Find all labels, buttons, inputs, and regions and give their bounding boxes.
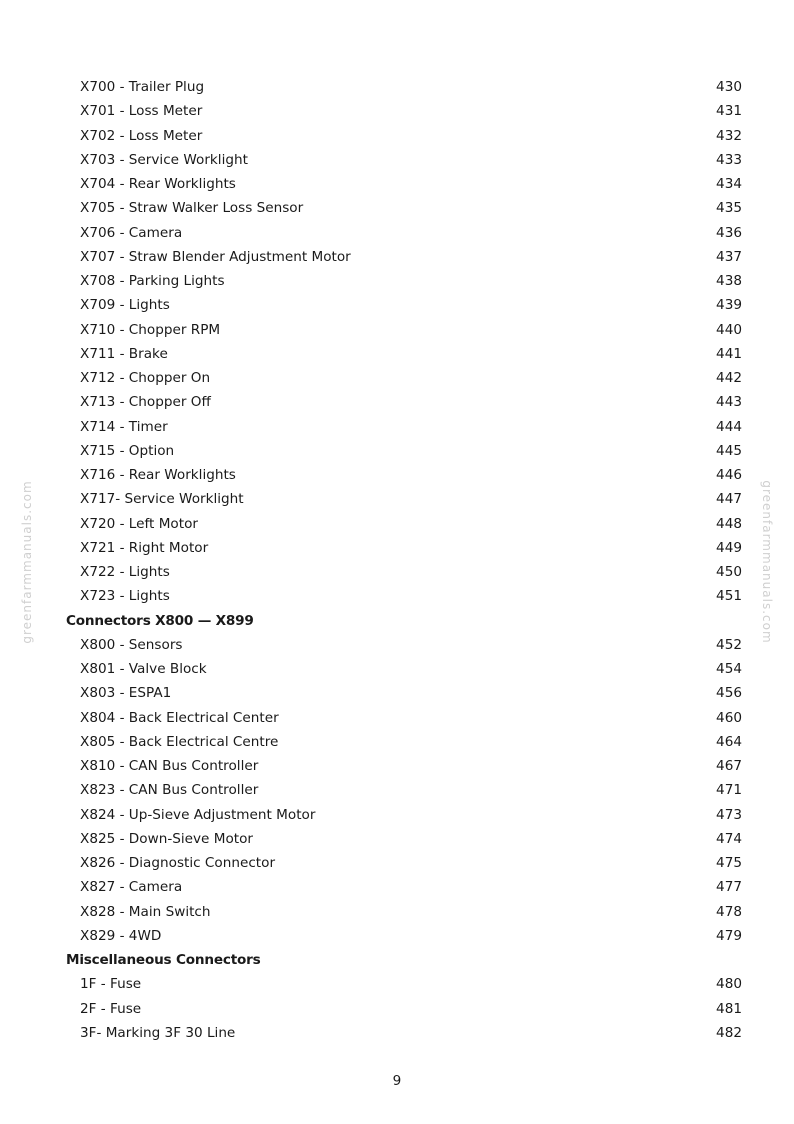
- toc-entry-title: X709 - Lights: [80, 297, 170, 314]
- toc-entry-page: 481: [716, 1000, 742, 1017]
- toc-entry[interactable]: [66, 342, 742, 366]
- toc-entry[interactable]: [66, 924, 742, 948]
- toc-entry[interactable]: [66, 827, 742, 851]
- toc-entry-title: 1F - Fuse: [80, 976, 142, 993]
- section-heading-text: Connectors X800 — X899: [66, 612, 254, 629]
- table-of-contents: [66, 75, 742, 1045]
- toc-entry-page: 460: [716, 709, 742, 726]
- toc-entry-title: X702 - Loss Meter: [80, 127, 203, 144]
- toc-entry[interactable]: [66, 269, 742, 293]
- toc-entry-page: 475: [716, 855, 742, 871]
- toc-entry-page: 430: [716, 79, 742, 95]
- toc-entry-page: 482: [716, 1024, 742, 1041]
- section-heading: [66, 609, 742, 633]
- toc-entry-title: X714 - Timer: [80, 418, 168, 435]
- toc-entry-title: X823 - CAN Bus Controller: [80, 782, 259, 799]
- toc-entry-title: X723 - Lights: [80, 588, 170, 605]
- toc-entry-page: 444: [716, 418, 742, 435]
- toc-entry-title: X828 - Main Switch: [80, 903, 211, 920]
- toc-entry-title: X712 - Chopper On: [80, 370, 211, 386]
- toc-entry-page: 436: [716, 224, 742, 241]
- toc-entry-page: 431: [716, 103, 742, 120]
- toc-entry-title: X803 - ESPA1: [80, 685, 172, 702]
- toc-entry-page: 474: [716, 830, 742, 847]
- toc-entry[interactable]: [66, 851, 742, 875]
- toc-entry[interactable]: [66, 681, 742, 705]
- toc-entry-page: 439: [716, 297, 742, 314]
- toc-entry-title: X716 - Rear Worklights: [80, 467, 236, 483]
- toc-entry-page: 452: [716, 636, 742, 653]
- toc-entry-title: X805 - Back Electrical Centre: [80, 733, 279, 750]
- toc-entry-title: X829 - 4WD: [80, 927, 162, 944]
- toc-entry-page: 451: [716, 588, 742, 605]
- toc-entry-title: X705 - Straw Walker Loss Sensor: [80, 200, 304, 217]
- toc-entry-page: 479: [716, 927, 742, 944]
- toc-entry[interactable]: [66, 221, 742, 245]
- toc-entry[interactable]: [66, 972, 742, 996]
- toc-entry[interactable]: [66, 172, 742, 196]
- toc-entry-page: 445: [716, 442, 742, 459]
- toc-entry-title: X713 - Chopper Off: [80, 394, 211, 411]
- toc-entry-title: X721 - Right Motor: [80, 539, 209, 556]
- page-number: 9: [392, 1073, 402, 1089]
- toc-entry[interactable]: [66, 778, 742, 802]
- toc-entry-page: 464: [716, 733, 742, 750]
- watermark-left: greenfarmmanuals.com: [20, 480, 34, 644]
- toc-entry[interactable]: [66, 463, 742, 487]
- toc-entry[interactable]: [66, 584, 742, 608]
- toc-entry-title: X717- Service Worklight: [80, 491, 244, 508]
- toc-entry-title: X810 - CAN Bus Controller: [80, 758, 259, 774]
- toc-entry[interactable]: [66, 512, 742, 536]
- toc-entry-page: 467: [716, 758, 742, 774]
- toc-entry[interactable]: [66, 997, 742, 1021]
- toc-entry-title: 2F - Fuse: [80, 1000, 142, 1017]
- toc-entry-title: X700 - Trailer Plug: [80, 79, 205, 95]
- toc-entry[interactable]: [66, 487, 742, 511]
- toc-entry[interactable]: [66, 366, 742, 390]
- toc-entry[interactable]: [66, 293, 742, 317]
- toc-entry[interactable]: [66, 803, 742, 827]
- toc-entry-page: 471: [716, 782, 742, 799]
- toc-entry[interactable]: [66, 657, 742, 681]
- toc-entry[interactable]: [66, 148, 742, 172]
- toc-entry-page: 473: [716, 806, 742, 823]
- toc-entry-title: X827 - Camera: [80, 879, 183, 896]
- toc-entry-page: 449: [716, 539, 742, 556]
- toc-entry[interactable]: [66, 875, 742, 899]
- toc-entry-title: X804 - Back Electrical Center: [80, 709, 279, 726]
- toc-entry-title: X720 - Left Motor: [80, 515, 198, 532]
- watermark-right: greenfarmmanuals.com: [760, 480, 774, 644]
- section-heading: [66, 948, 742, 972]
- toc-entry-title: X706 - Camera: [80, 224, 183, 241]
- toc-entry-page: 454: [716, 661, 742, 677]
- toc-entry-page: 448: [716, 515, 742, 532]
- toc-entry-page: 435: [716, 200, 742, 217]
- toc-entry[interactable]: [66, 318, 742, 342]
- toc-entry-title: 3F- Marking 3F 30 Line: [80, 1024, 236, 1041]
- toc-entry[interactable]: [66, 560, 742, 584]
- toc-entry[interactable]: [66, 196, 742, 220]
- toc-entry-page: 447: [716, 491, 742, 508]
- toc-entry[interactable]: [66, 706, 742, 730]
- toc-entry-title: X801 - Valve Block: [80, 661, 207, 677]
- toc-entry[interactable]: [66, 415, 742, 439]
- toc-entry[interactable]: [66, 1021, 742, 1045]
- toc-entry[interactable]: [66, 754, 742, 778]
- toc-entry-title: X703 - Service Worklight: [80, 151, 248, 168]
- toc-entry-page: 443: [716, 394, 742, 411]
- toc-entry[interactable]: [66, 730, 742, 754]
- toc-entry-page: 437: [716, 248, 742, 265]
- toc-entry-title: X722 - Lights: [80, 564, 170, 580]
- toc-entry-title: X701 - Loss Meter: [80, 103, 203, 120]
- toc-entry-page: 478: [716, 903, 742, 920]
- toc-entry-title: X715 - Option: [80, 442, 175, 459]
- toc-entry-title: X711 - Brake: [80, 345, 168, 362]
- toc-entry-page: 434: [716, 176, 742, 192]
- toc-entry[interactable]: [66, 75, 742, 99]
- toc-entry[interactable]: [66, 633, 742, 657]
- toc-entry-title: X710 - Chopper RPM: [80, 321, 221, 338]
- toc-entry[interactable]: [66, 245, 742, 269]
- toc-entry-page: 433: [716, 151, 742, 168]
- toc-entry[interactable]: [66, 390, 742, 414]
- toc-entry-page: 456: [716, 685, 742, 702]
- toc-entry-page: 432: [716, 127, 742, 144]
- toc-entry-page: 441: [716, 345, 742, 362]
- toc-entry-title: X825 - Down-Sieve Motor: [80, 830, 254, 847]
- toc-entry[interactable]: [66, 900, 742, 924]
- toc-entry-title: X824 - Up-Sieve Adjustment Motor: [80, 806, 316, 823]
- toc-entry-page: 446: [716, 467, 742, 483]
- toc-entry-page: 438: [716, 273, 742, 289]
- toc-entry-title: X826 - Diagnostic Connector: [80, 855, 276, 871]
- toc-entry-title: X704 - Rear Worklights: [80, 176, 236, 192]
- toc-entry[interactable]: [66, 99, 742, 123]
- toc-entry-page: 477: [716, 879, 742, 896]
- toc-entry-title: X800 - Sensors: [80, 636, 183, 653]
- toc-entry[interactable]: [66, 536, 742, 560]
- toc-entry-page: 480: [716, 976, 742, 993]
- toc-entry[interactable]: [66, 124, 742, 148]
- toc-entry-page: 442: [716, 370, 742, 386]
- toc-entry[interactable]: [66, 439, 742, 463]
- toc-entry-page: 450: [716, 564, 742, 580]
- toc-entry-page: 440: [716, 321, 742, 338]
- toc-entry-title: X707 - Straw Blender Adjustment Motor: [80, 248, 351, 265]
- toc-entry-title: X708 - Parking Lights: [80, 273, 225, 289]
- section-heading-text: Miscellaneous Connectors: [66, 952, 261, 968]
